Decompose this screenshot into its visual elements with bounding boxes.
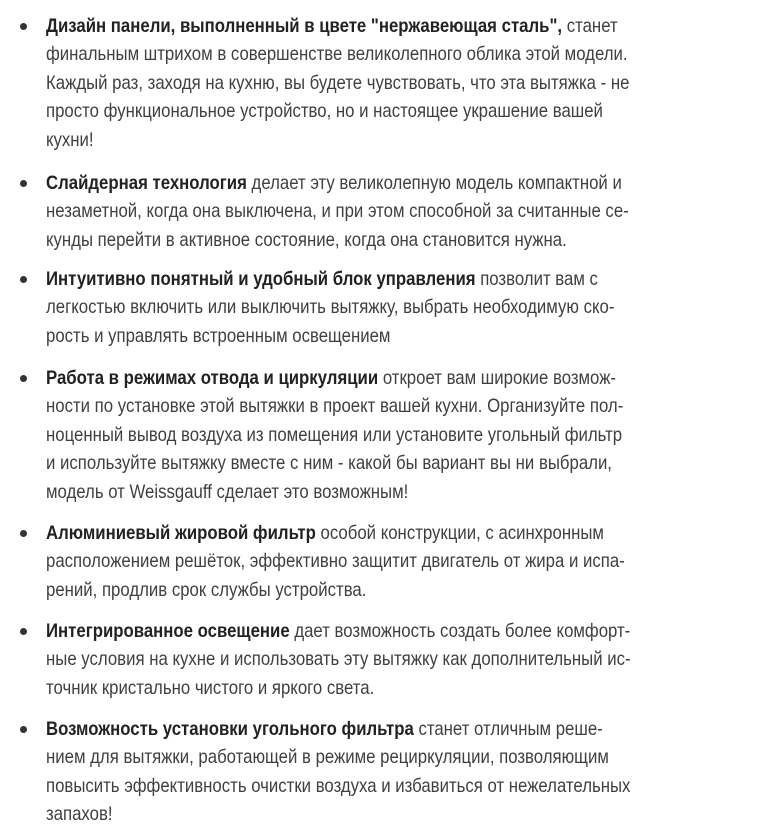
feature-line (46, 800, 113, 828)
feature-text: откроет вам широкие возмож- (378, 367, 617, 389)
bullet-icon (20, 530, 27, 537)
feature-text: незаметной, когда она выключена, и при этом способной за считанные се- (46, 200, 629, 223)
feature-line (46, 12, 618, 40)
feature-line (46, 169, 622, 197)
feature-title: Работа в режимах отвода и циркуляции (46, 367, 379, 389)
feature-line (46, 226, 567, 254)
feature-text: особой конструкции, с асинхронным (315, 522, 604, 544)
feature-text: делает эту великолепную модель компактной и (246, 172, 622, 194)
feature-text: запахов! (46, 803, 113, 826)
bullet-icon (20, 628, 27, 635)
feature-text: повысить эффективность очистки воздуха и избавиться от нежелательных (46, 774, 631, 797)
feature-line (46, 265, 598, 293)
bullet-icon (20, 726, 27, 733)
feature-line (46, 40, 628, 68)
feature-line (46, 674, 374, 702)
bullet-icon (20, 375, 27, 382)
feature-line (46, 743, 609, 771)
feature-line (46, 69, 629, 97)
bullet-icon (20, 23, 27, 30)
feature-text: дает возможность создать более комфорт- (289, 620, 631, 642)
feature-text: рений, продлив срок службы устройства. (46, 578, 367, 601)
feature-line (46, 126, 94, 154)
feature-line (46, 197, 629, 225)
feature-text: ные условия на кухне и использовать эту вытяжку как дополнительный ис- (46, 648, 631, 671)
feature-text: позволит вам с (475, 268, 598, 290)
feature-text: Каждый раз, заходя на кухню, вы будете чувствовать, что эта вытяжка - не (46, 71, 630, 94)
feature-title: Алюминиевый жировой фильтр (46, 522, 316, 544)
feature-text: модель от Weissgauff сделает это возможным! (46, 480, 409, 503)
feature-line (46, 364, 616, 392)
feature-text: и используйте вытяжку вместе с ним - какой бы вариант вы ни выбрали, (46, 452, 612, 475)
feature-line (46, 715, 603, 743)
feature-text: кухни! (46, 128, 94, 151)
feature-line (46, 293, 614, 321)
feature-title: Интуитивно понятный и удобный блок управления (46, 268, 476, 290)
feature-title: Дизайн панели, выполненный в цвете "нержавеющая сталь", (46, 15, 563, 37)
feature-line (46, 547, 625, 575)
feature-title: Слайдерная технология (46, 172, 247, 194)
feature-line (46, 576, 366, 604)
feature-text: кунды перейти в активное состояние, когда она становится нужна. (46, 228, 567, 251)
feature-text: рость и управлять встроенным освещением (46, 324, 391, 347)
feature-text: точник кристально чистого и яркого света. (46, 676, 375, 699)
feature-line (46, 645, 631, 673)
feature-text: станет (562, 15, 618, 37)
feature-text: ноценный вывод воздуха из помещения или установите угольный фильтр (46, 423, 623, 446)
feature-text: просто функциональное устройство, но и настоящее украшение вашей (46, 100, 603, 123)
feature-line (46, 97, 603, 125)
feature-line (46, 322, 390, 350)
feature-text: расположением решёток, эффективно защитит двигатель от жира и испа- (46, 550, 625, 573)
feature-line (46, 478, 408, 506)
feature-line (46, 392, 623, 420)
feature-line (46, 449, 612, 477)
feature-line (46, 421, 622, 449)
feature-line (46, 772, 630, 800)
feature-text: станет отличным реше- (413, 718, 603, 740)
feature-line (46, 519, 604, 547)
feature-title: Интегрированное освещение (46, 620, 290, 642)
feature-title: Возможность установки угольного фильтра (46, 718, 414, 740)
bullet-icon (20, 180, 27, 187)
feature-text: финальным штрихом в совершенстве великолепного облика этой модели. (46, 43, 628, 66)
feature-text: ности по установке этой вытяжки в проект вашей кухни. Организуйте пол- (46, 395, 624, 418)
bullet-icon (20, 276, 27, 283)
feature-line (46, 617, 630, 645)
feature-text: нием для вытяжки, работающей в режиме рециркуляции, позволяющим (46, 746, 609, 769)
feature-text: легкостью включить или выключить вытяжку, выбрать необходимую ско- (46, 296, 615, 319)
